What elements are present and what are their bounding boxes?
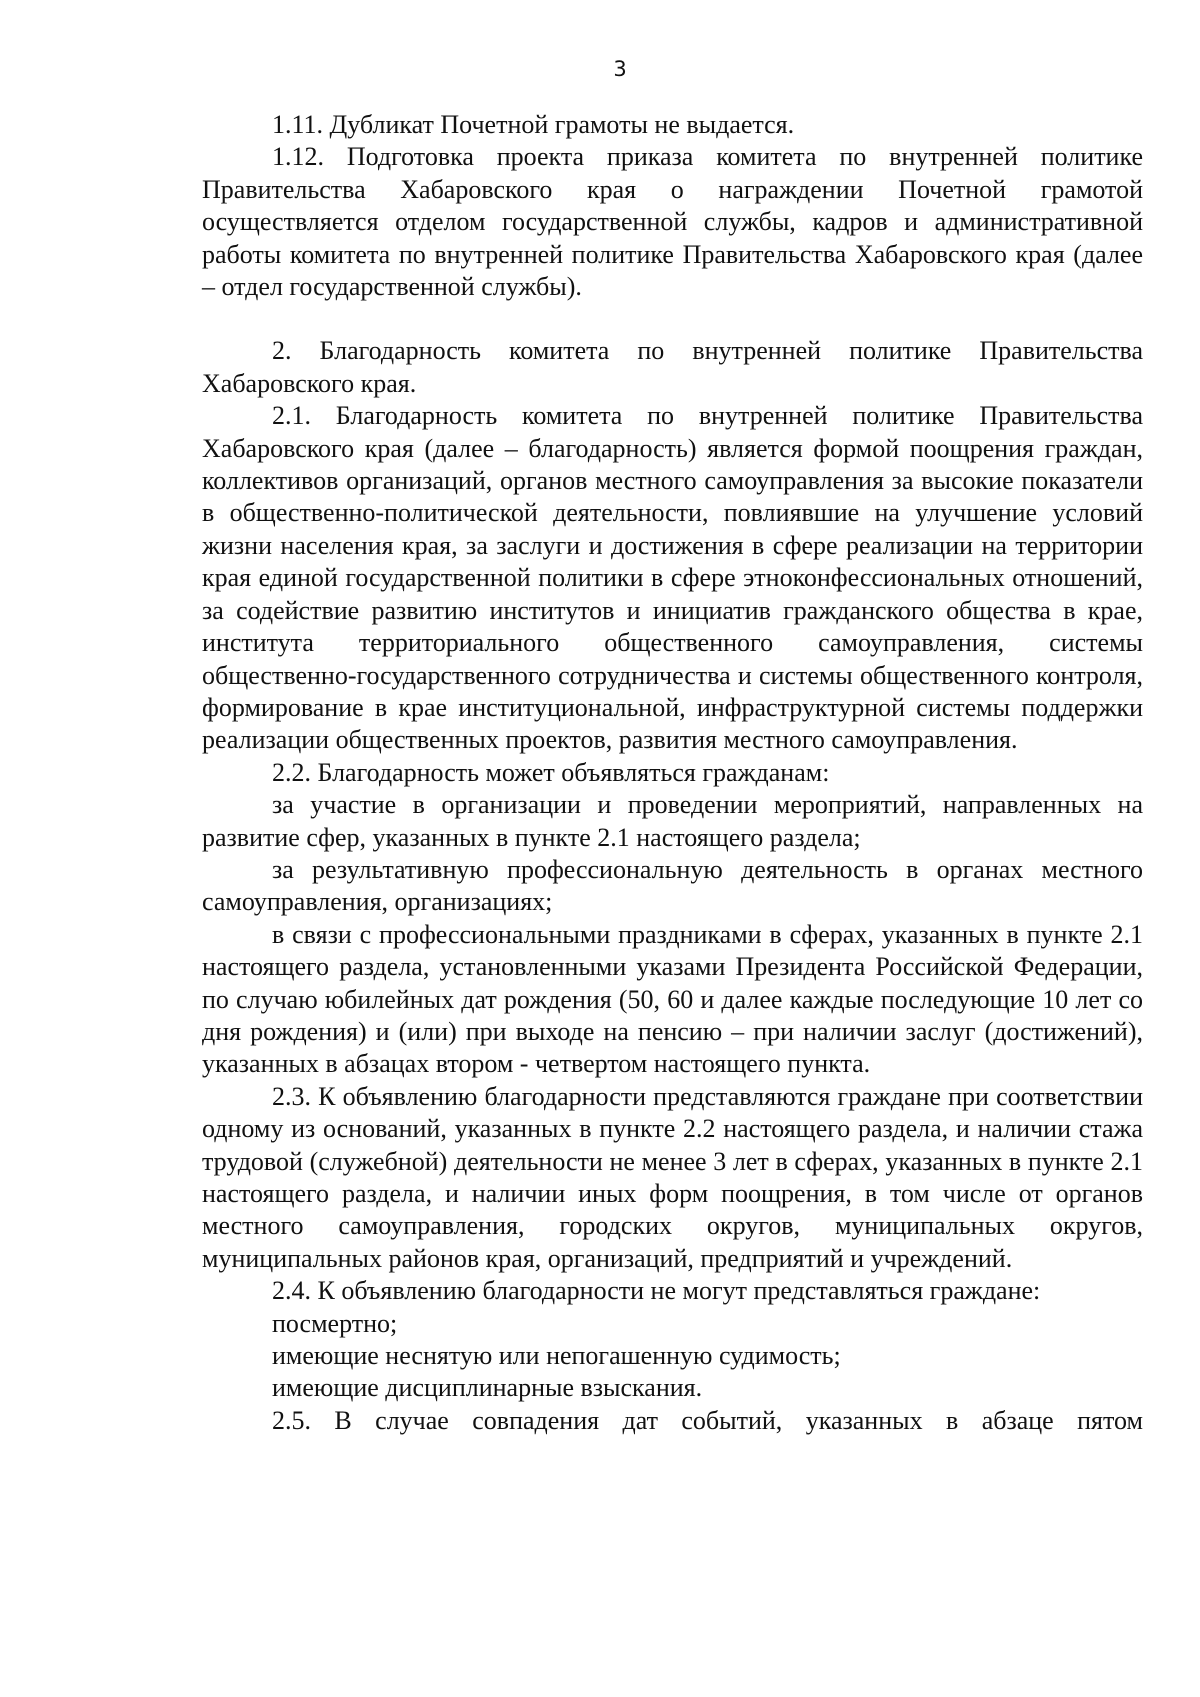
paragraph-2-2-item-1: за участие в организации и проведении мероприятий, направленных на развитие сфер, указанных в пункте 2.1 настоящего раздела; xyxy=(202,790,1143,852)
paragraph-2-1: 2.1. Благодарность комитета по внутренней политике Правительства Хабаровского края (далее – благодарность) является формой поощрения граждан, коллективов организаций, органов местного самоуправления за высокие показатели в общественно-политической деятельности, повлиявшие на улучшение условий жизни населения края, за заслуги и достижения в сфере реализации на территории края единой государственной политики в сфере этноконфессиональных отношений, за содействие развитию институтов и инициатив гражданского общества в крае, института территориального общественного самоуправления, системы общественно-государственного сотрудничества и системы общественного контроля, формирование в крае институциональной, инфраструктурной системы поддержки реализации общественных проектов, развития местного самоуправления. xyxy=(202,401,1143,755)
paragraph-2-3: 2.3. К объявлению благодарности представляются граждане при соответствии одному из оснований, указанных в пункте 2.2 настоящего раздела, и наличии стажа трудовой (служебной) деятельности не менее 3 лет в сферах, указанных в пункте 2.1 настоящего раздела, и наличии иных форм поощрения, в том числе от органов местного самоуправления, городских округов, муниципальных округов, муниципальных районов края, организаций, предприятий и учреждений. xyxy=(202,1081,1143,1273)
paragraph-2-2-item-2: за результативную профессиональную деятельность в органах местного самоуправления, организациях; xyxy=(202,854,1143,917)
paragraph-1-12: 1.12. Подготовка проекта приказа комитета по внутренней политике Правительства Хабаровского края о награждении Почетной грамотой осуществляется отделом государственной службы, кадров и административной работы комитета по внутренней политике Правительства Хабаровского края (далее – отдел государственной службы). xyxy=(202,142,1143,302)
paragraph-2-4-item-2: имеющие неснятую или непогашенную судимость; xyxy=(272,1341,841,1371)
paragraph-2-4-item-3: имеющие дисциплинарные взыскания. xyxy=(272,1373,703,1403)
paragraph-2-2: 2.2. Благодарность может объявляться гражданам: xyxy=(272,757,830,787)
section-2-heading: 2. Благодарность комитета по внутренней политике Правительства Хабаровского края. xyxy=(202,336,1143,398)
paragraph-1-11: 1.11. Дубликат Почетной грамоты не выдается. xyxy=(272,110,795,139)
paragraph-2-2-item-3: в связи с профессиональными праздниками в сферах, указанных в пункте 2.1 настоящего раздела, установленными указами Президента Российской Федерации, по случаю юбилейных дат рождения (50, 60 и далее каждые последующие 10 лет со дня рождения) и (или) при выходе на пенсию – при наличии заслуг (достижений), указанных в абзацах втором - четвертом настоящего пункта. xyxy=(202,919,1143,1079)
paragraph-2-5: 2.5. В случае совпадения дат событий, указанных в абзаце пятом xyxy=(272,1405,1143,1435)
paragraph-2-4-item-1: посмертно; xyxy=(272,1308,398,1338)
page-number: 3 xyxy=(613,57,627,81)
document-body xyxy=(202,109,1143,1437)
paragraph-2-4: 2.4. К объявлению благодарности не могут представляться граждане: xyxy=(272,1276,1041,1306)
